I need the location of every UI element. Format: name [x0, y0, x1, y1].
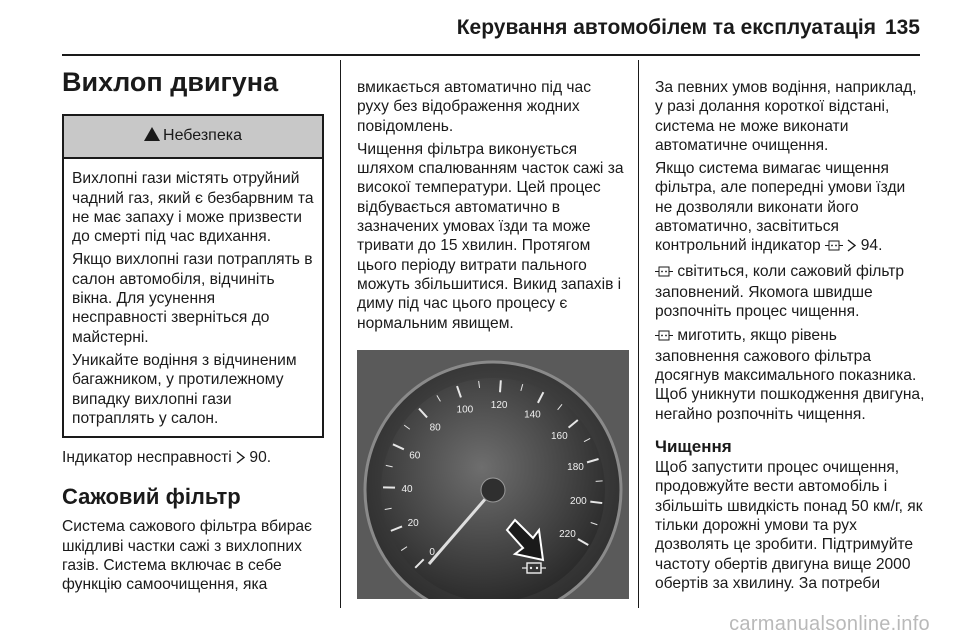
- body-paragraph-text: світиться, коли сажовий фільтр заповнений. Якомога швидше розпочніть процес чищення.: [655, 262, 905, 321]
- gauge-label: 160: [550, 431, 568, 443]
- speedometer-illustration: [357, 350, 629, 599]
- gauge-label: 100: [456, 404, 474, 416]
- body-paragraph-text: миготить, якщо рівень заповнення сажового фільтра досягнув максимального показника. Щоб уникнути пошкодження двигуна, негайно розпочніть чищення.: [655, 326, 925, 423]
- gauge-tick: [590, 501, 602, 502]
- body-paragraph: вмикається автоматично під час руху без відображення жодних повідомлень.: [357, 79, 592, 135]
- gauge-label: 120: [490, 400, 508, 412]
- page-ref-arrow-icon: [236, 450, 245, 469]
- body-paragraph: Чищення фільтра виконується шляхом спалюванням часток сажі за високої температури. Цей процес відбувається автоматично в зазначених умовах їзди та може тривати до 15 хвилин. Протягом цього періоду витрати пального можуть збільшитися. Викид запахів і диму під час цього процесу є нормальним явищем.: [357, 140, 624, 332]
- body-paragraph: [655, 159, 925, 257]
- subheading: Чищення: [655, 437, 732, 457]
- column-2: [357, 78, 627, 599]
- gauge-label: 220: [559, 528, 576, 540]
- column-1: [62, 64, 324, 599]
- body-paragraph: Щоб запустити процес очищення, продовжуйте вести автомобіль і збільшіть швидкість понад 50 км/г, як тільки дорожні умови та рух дозволять це зробити. Підтримуйте частоту обертів двигуна вище 2000 обертів за хвилину. За потреби: [655, 459, 923, 592]
- gauge-label: 60: [409, 450, 421, 462]
- page-number: 135: [884, 16, 920, 39]
- gauge-label: 40: [401, 483, 413, 495]
- column-divider-2: [638, 60, 639, 608]
- danger-body: [64, 159, 322, 436]
- gauge-label: 20: [407, 517, 419, 529]
- subsection-title: Сажовий фільтр: [62, 484, 241, 510]
- body-paragraph: Система сажового фільтра вбирає шкідливі частки сажі з вихлопних газів. Система включає в себе функцію самоочищення, яка: [62, 518, 313, 594]
- page-ref-link[interactable]: 94.: [860, 237, 883, 255]
- header-rule: [62, 54, 920, 56]
- gauge-label: 140: [524, 409, 541, 421]
- column-3: [655, 78, 925, 597]
- body-paragraph: За певних умов водіння, наприклад, у разі долання короткої відстані, система не може виконати автоматичне очищення.: [655, 79, 917, 154]
- body-paragraph-text: Якщо система вимагає чищення фільтра, але попередні умови їзди не дозволяли виконати його автоматично, засвітиться контрольний індикатор: [655, 160, 906, 255]
- gauge-hub: [481, 478, 505, 502]
- danger-heading: [64, 116, 322, 159]
- indicator-reference: [62, 448, 324, 469]
- danger-paragraph: Якщо вихлопні гази потраплять в салон автомобіля, відчиніть вікна. Для усунення несправності зверніться до майстерні.: [72, 251, 313, 346]
- dpf-icon: [825, 238, 843, 257]
- column-divider-1: [340, 60, 341, 608]
- danger-box: [62, 114, 324, 438]
- danger-heading-label: Небезпека: [163, 127, 242, 144]
- body-paragraph: [655, 326, 925, 424]
- page-ref-arrow-icon: [847, 238, 856, 257]
- running-header: Керування автомобілем та експлуатація: [456, 16, 876, 39]
- gauge-tick: [500, 380, 501, 392]
- warning-triangle-icon: [144, 127, 160, 141]
- gauge-label: 0: [429, 546, 435, 558]
- watermark: carmanualsonline.info: [729, 613, 930, 635]
- danger-paragraph: Вихлопні гази містять отруйний чадний газ, який є безбарвним та не має запаху і може призвести до смерті під час вдихання.: [72, 170, 314, 246]
- dpf-icon: [655, 264, 673, 283]
- gauge-label: 200: [570, 496, 587, 508]
- gauge-label: 180: [567, 461, 584, 473]
- indicator-text: Індикатор несправності: [62, 449, 232, 467]
- gauge-tick: [596, 481, 603, 482]
- gauge-label: 80: [429, 422, 441, 434]
- section-title: Вихлоп двигуна: [62, 67, 279, 97]
- danger-paragraph: Уникайте водіння з відчиненим багажником, у протилежному випадку вихлопні гази потраплять у салон.: [72, 351, 297, 427]
- body-paragraph: [655, 262, 925, 322]
- page-ref-link[interactable]: 90.: [249, 449, 272, 467]
- dpf-icon: [655, 328, 673, 347]
